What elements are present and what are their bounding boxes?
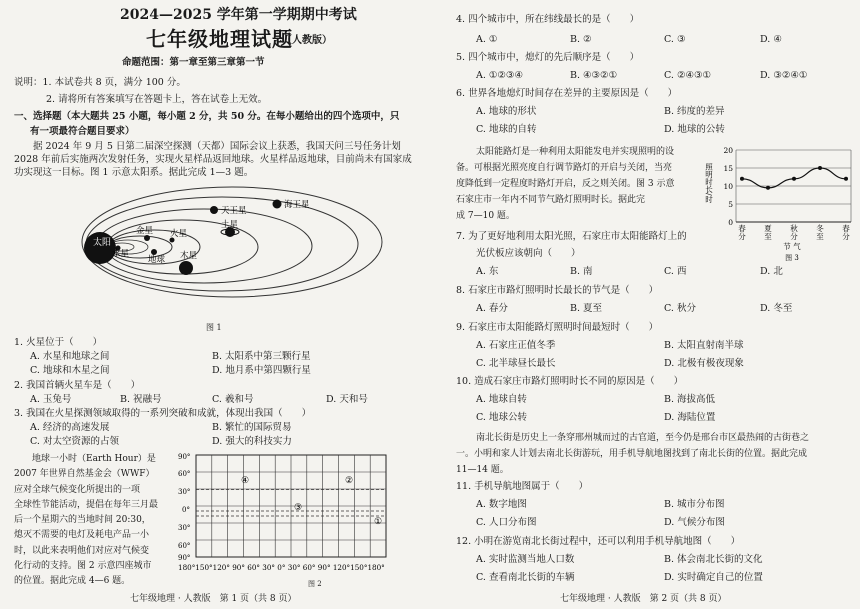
solar-line: 成 7—10 题。 [456,211,515,221]
q1-option-d: D. 地月系中第四颗行星 [212,365,311,376]
x-tick-label: 分 [842,232,850,241]
q2-option-b: B. 祝融号 [120,394,162,405]
instruction-2: 2. 请将所有答案填写在答题卡上，答在试卷上无效。 [46,94,268,105]
section-title-cont: 有一项最符合题目要求） [30,126,135,137]
q1-stem: 1. 火星位于（ ） [14,337,103,348]
earth-hour-line: 2007 年世界自然基金会（WWF） [14,469,155,480]
x-tick-label: 分 [790,232,798,241]
solar-paragraph [456,144,674,224]
q9-option-c: C. 北半球昼长最长 [476,358,556,369]
earth-hour-line: 地球一小时（Earth Hour）是 [32,454,156,464]
lat-label: 90° [178,554,191,562]
q11-option-d: D. 气候分布图 [664,517,725,528]
uranus-icon [210,206,218,214]
x-tick-label: 冬 [816,224,824,233]
earth-hour-line: 化行动的支持。图 2 示意四座城市 [14,561,152,572]
data-point [818,166,822,170]
nanbei-line: 一。小明和家人计划去南北长街游玩，用手机导航地图找到了南北长街的位置。据此完成 [456,449,808,459]
earth-hour-line: 后一个星期六的当地时间 20:30， [14,515,151,526]
earth-label: 地球 [148,255,166,265]
y-tick: 20 [723,146,733,155]
q6-stem: 6. 世界各地熄灯时间存在差异的主要原因是（ ） [456,88,678,99]
saturn-label: 土星 [221,220,239,230]
solar-line: 太阳能路灯是一种利用太阳能发电并实现照明的设 [476,147,675,157]
q10-stem: 10. 造成石家庄市路灯照明时长不同的原因是（ ） [456,376,684,387]
q9-option-d: D. 北极有极夜现象 [664,358,744,369]
nanbei-line: 南北长街是历史上一条穿邢州城而过的古官道，至今仍是邢台市区最热闹的古街巷之 [476,433,810,443]
q2-option-a: A. 玉兔号 [30,394,72,405]
y-tick: 10 [723,182,733,191]
chart-xlabel: 节 气 [783,242,801,251]
figure-3-caption: 图 3 [785,254,799,262]
venus-label: 金星 [136,226,154,236]
q7-option-a: A. 东 [476,266,499,277]
lat-label: 0° [182,506,190,514]
data-point [792,177,796,181]
q5-stem: 5. 四个城市中，熄灯的先后顺序是（ ） [456,52,640,63]
data-point [844,177,848,181]
q7-stem: 7. 为了更好地利用太阳光照，石家庄市太阳能路灯上的 [456,231,687,242]
q5-option-a: A. ①②③④ [476,70,523,81]
q7-stem-cont: 光伏板应该朝向（ ） [476,248,581,259]
neptune-label: 海王星 [284,200,310,210]
q4-stem: 4. 四个城市中，所在纬线最长的是（ ） [456,14,640,25]
q9-option-b: B. 太阳直射南半球 [664,340,744,351]
q8-option-a: A. 春分 [476,303,508,314]
lat-label: 90° [178,453,191,461]
earth-hour-line: 应对全球气候变化所提出的一项 [14,484,141,495]
q12-option-c: C. 查看南北长街的车辆 [476,572,575,583]
q6-option-d: D. 地球的公转 [664,124,725,135]
intro-paragraph: 据 2024 年 9 月 5 日第二届深空探测（天都）国际会议上获悉，我国天问三号任务计划 2028 年前后实施两次发射任务，实现火星样品返回地球。火星样品返地球，目前尚未有国家成功实现这一目标。图 1 示意太阳系。据此完成 1—3 题。 [14,141,412,178]
data-point [740,177,744,181]
x-tick-label: 分 [738,232,746,241]
figure-1-caption: 图 1 [206,323,222,332]
q6-option-a: A. 地球的形状 [476,106,537,117]
q11-option-a: A. 数字地图 [476,499,527,510]
q10-option-d: D. 海陆位置 [664,412,716,423]
q3-option-d: D. 强大的科技实力 [212,436,292,447]
q1-option-b: B. 太阳系中第三颗行星 [212,351,311,362]
longitude-labels: 180°150°120° 90° 60° 30° 0° 30° 60° 90° 120°150°180° [178,563,385,572]
chart-ylabel: 照明时长/时 [704,163,714,204]
scope-line: 命题范围：第一章至第三章第一节 [122,57,265,68]
city-marker: ③ [294,503,303,513]
mercury-label: 水星 [112,249,130,259]
q10-option-a: A. 地球自转 [476,394,527,405]
earth-hour-line: 时，以此来表明他们对应对气候变 [14,545,150,556]
earth-hour-line: 熄灭不需要的电灯及耗电产品一小 [14,530,150,541]
lat-label: 60° [178,470,191,478]
q4-option-b: B. ② [570,34,592,45]
q12-option-a: A. 实时监测当地人口数 [476,554,575,565]
earth-hour-line: 全球性节能活动，提倡在每年三月最 [14,499,159,510]
x-categories [738,223,850,241]
city-marker: ④ [241,476,250,486]
q7-option-d: D. 北 [760,266,783,277]
sun-icon [84,232,116,264]
nanbei-line: 11—14 题。 [456,465,509,475]
solar-line: 石家庄市一年内不同节气路灯照明时长。据此完 [456,195,646,205]
q10-option-c: C. 地球公转 [476,412,527,423]
jupiter-icon [179,261,193,275]
y-tick: 5 [728,200,733,209]
figure-1-solar-system [84,182,384,320]
x-tick-label: 至 [764,232,772,241]
x-tick-label: 夏 [764,224,772,233]
figure-2-caption: 图 2 [308,580,322,588]
figure-3-line-chart [706,143,856,261]
q2-option-c: C. 羲和号 [212,394,254,405]
q4-option-a: A. ① [476,34,498,45]
q1-option-a: A. 水星和地球之间 [30,351,110,362]
q12-option-d: D. 实时确定自己的位置 [664,572,763,583]
q5-option-d: D. ③②④① [760,70,808,81]
q3-stem: 3. 我国在火星探测领域取得的一系列突破和成就，体现出我国（ ） [14,408,312,419]
x-tick-label: 至 [816,232,824,241]
q8-option-b: B. 夏至 [570,303,603,314]
earth-hour-paragraph [14,452,158,590]
q8-option-d: D. 冬至 [760,303,793,314]
q4-option-c: C. ③ [664,34,686,45]
paper-title: 七年级地理试题 [146,27,293,51]
y-tick: 0 [728,218,733,227]
q12-stem: 12. 小明在游览南北长街过程中，还可以利用手机导航地图（ ） [456,536,741,547]
q4-option-d: D. ④ [760,34,782,45]
q5-option-c: C. ②④③① [664,70,712,81]
q6-option-b: B. 纬度的差异 [664,106,725,117]
figure-2-grid-map [178,450,404,578]
page-2 [430,0,860,609]
nanbei-paragraph [456,430,809,478]
city-marker: ① [374,517,383,527]
lat-label: 30° [178,488,191,496]
x-tick-label: 春 [738,224,746,233]
section-title: 一、选择题（本大题共 25 小题，每小题 2 分，共 50 分。在每小题给出的四个选项中，只 [14,111,400,122]
q7-option-c: C. 西 [664,266,687,277]
data-point [766,186,770,190]
q8-stem: 8. 石家庄市路灯照明时长最长的节气是（ ） [456,285,659,296]
jupiter-label: 木星 [180,251,198,261]
lat-label: 30° [178,524,191,532]
right-footer: 七年级地理 · 人教版 第 2 页（共 8 页） [560,593,727,604]
neptune-icon [273,200,282,209]
q9-stem: 9. 石家庄市太阳能路灯照明时间最短时（ ） [456,322,659,333]
q5-option-b: B. ④③②① [570,70,618,81]
edition-label: （人教版） [282,35,332,46]
q3-option-b: B. 繁忙的国际贸易 [212,422,292,433]
q2-option-d: D. 天和号 [326,394,368,405]
solar-line: 度降低到一定程度时路灯开启，反之则关闭。图 3 示意 [456,179,675,189]
q6-option-c: C. 地球的自转 [476,124,537,135]
q3-option-c: C. 对太空资源的占领 [30,436,119,447]
q11-option-b: B. 城市分布图 [664,499,725,510]
uranus-label: 天王星 [221,206,247,216]
instruction-1: 说明：1. 本试卷共 8 页，满分 100 分。 [14,77,186,88]
q7-option-b: B. 南 [570,266,593,277]
q3-option-a: A. 经济的高速发展 [30,422,110,433]
exam-title: 2024—2025 学年第一学期期中考试 [120,7,357,23]
q9-option-a: A. 石家庄正值冬季 [476,340,556,351]
left-footer: 七年级地理 · 人教版 第 1 页（共 8 页） [130,593,297,604]
y-tick: 15 [723,164,733,173]
q8-option-c: C. 秋分 [664,303,696,314]
x-tick-label: 秋 [790,224,798,233]
q11-stem: 11. 手机导航地图属于（ ） [456,481,589,492]
sun-label: 太阳 [93,238,112,248]
earth-hour-line: 的位置。据此完成 4—6 题。 [14,576,131,587]
mars-label: 火星 [170,229,188,239]
lat-label: 60° [178,542,191,550]
q12-option-b: B. 体会南北长街的文化 [664,554,763,565]
solar-line: 备。可根据光照亮度自行调节路灯的开启与关闭，当亮 [456,163,673,173]
q1-option-c: C. 地球和木星之间 [30,365,110,376]
q10-option-b: B. 海拔高低 [664,394,716,405]
city-marker: ② [345,476,354,486]
q2-stem: 2. 我国首辆火星车是（ ） [14,380,141,391]
q11-option-c: C. 人口分布图 [476,517,537,528]
x-tick-label: 春 [842,224,850,233]
